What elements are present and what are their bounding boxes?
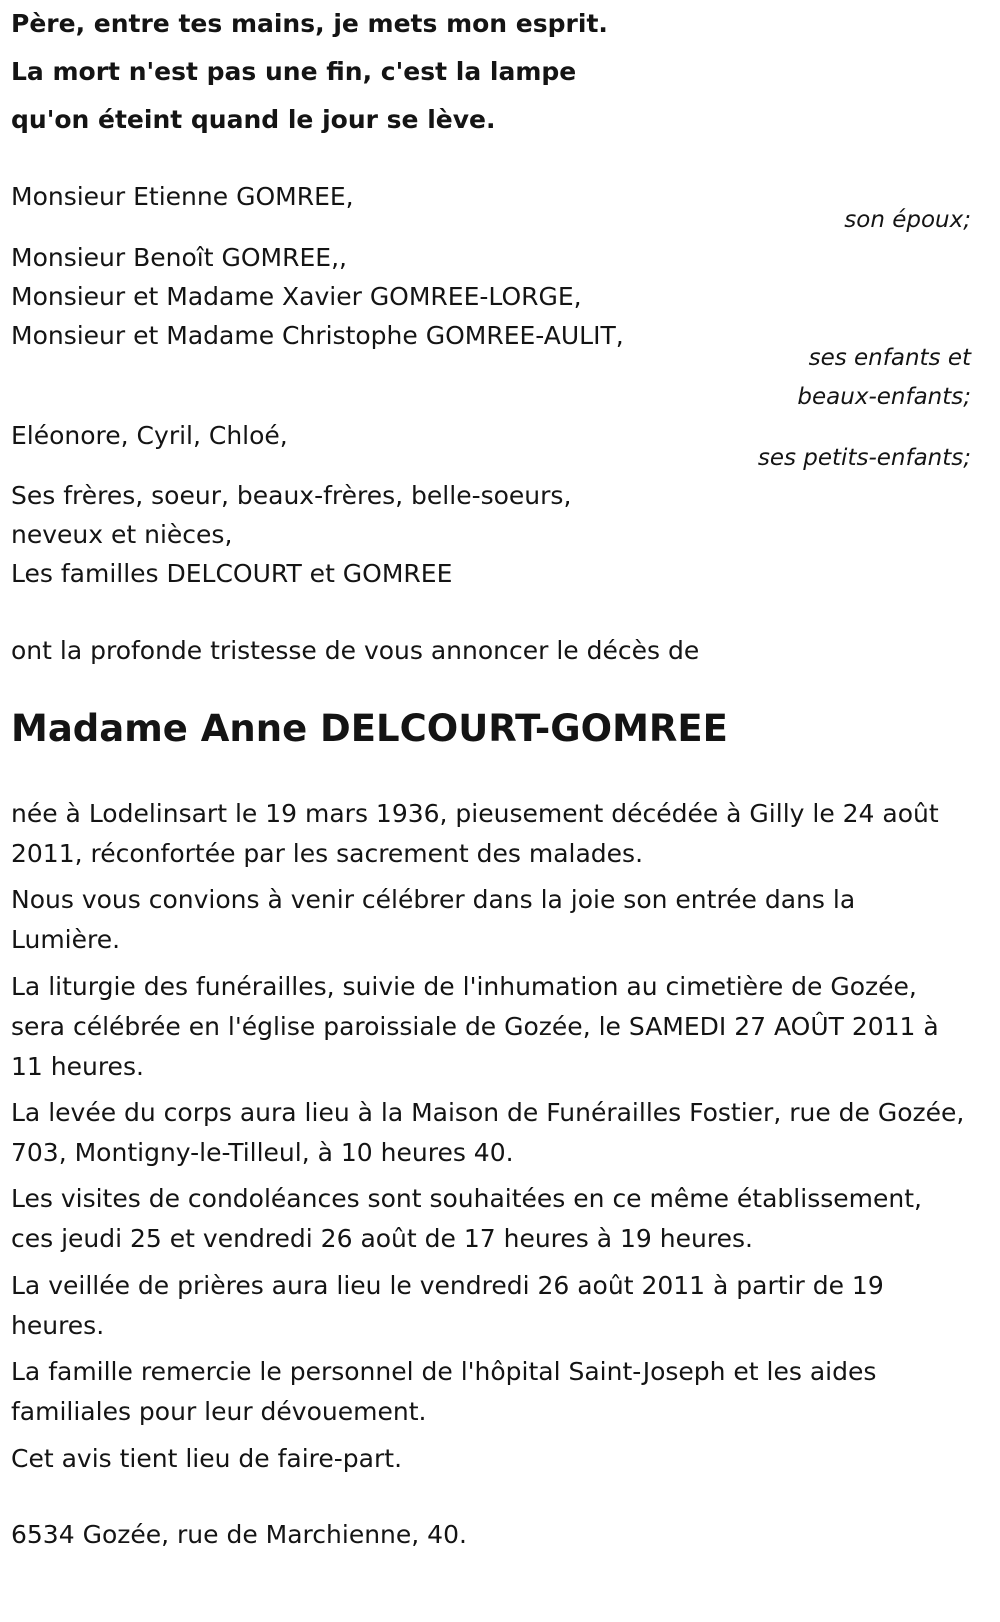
spouse-name: Monsieur Etienne GOMREE, bbox=[11, 182, 354, 211]
grandchildren-role: ses petits-enfants; bbox=[757, 445, 971, 471]
epigraph-line-3: qu'on éteint quand le jour se lève. bbox=[11, 105, 496, 134]
grandchildren-names: Eléonore, Cyril, Chloé, bbox=[11, 421, 288, 450]
children-role-line-2: beaux-enfants; bbox=[797, 384, 971, 410]
spouse-role: son époux; bbox=[844, 207, 971, 233]
thanks-paragraph: La famille remercie le personnel de l'hôpital Saint-Joseph et les aides familiales pour leur dévouement. bbox=[11, 1357, 877, 1426]
relatives-line-3: Les familles DELCOURT et GOMREE bbox=[11, 559, 453, 588]
funeral-liturgy-paragraph: La liturgie des funérailles, suivie de l'inhumation au cimetière de Gozée, sera célébrée en l'église paroissiale de Gozée, le SAMEDI 27 AOÛT 2011 à 11 heures. bbox=[11, 972, 939, 1081]
notice-paragraph: Cet avis tient lieu de faire-part. bbox=[11, 1444, 403, 1473]
vigil-paragraph: La veillée de prières aura lieu le vendredi 26 août 2011 à partir de 19 heures. bbox=[11, 1271, 884, 1340]
child-2: Monsieur et Madame Xavier GOMREE-LORGE, bbox=[11, 282, 582, 311]
epigraph-line-2: La mort n'est pas une fin, c'est la lampe bbox=[11, 57, 577, 86]
relatives-line-2: neveux et nièces, bbox=[11, 520, 233, 549]
birth-death-paragraph: née à Lodelinsart le 19 mars 1936, pieusement décédée à Gilly le 24 août 2011, réconfortée par les sacrement des malades. bbox=[11, 799, 939, 868]
relatives-line-1: Ses frères, soeur, beaux-frères, belle-soeurs, bbox=[11, 481, 572, 510]
home-address: 6534 Gozée, rue de Marchienne, 40. bbox=[11, 1520, 467, 1549]
invitation-paragraph: Nous vous convions à venir célébrer dans la joie son entrée dans la Lumière. bbox=[11, 885, 856, 954]
condolences-paragraph: Les visites de condoléances sont souhaitées en ce même établissement, ces jeudi 25 et vendredi 26 août de 17 heures à 19 heures. bbox=[11, 1184, 922, 1253]
body-transfer-paragraph: La levée du corps aura lieu à la Maison de Funérailles Fostier, rue de Gozée, 703, Montigny-le-Tilleul, à 10 heures 40. bbox=[11, 1098, 965, 1167]
child-3: Monsieur et Madame Christophe GOMREE-AULIT, bbox=[11, 321, 624, 350]
announcement-text: ont la profonde tristesse de vous annoncer le décès de bbox=[11, 636, 700, 665]
deceased-name: Madame Anne DELCOURT-GOMREE bbox=[11, 707, 728, 750]
epigraph-line-1: Père, entre tes mains, je mets mon esprit. bbox=[11, 9, 608, 38]
children-role-line-1: ses enfants et bbox=[808, 345, 971, 371]
child-1: Monsieur Benoît GOMREE,, bbox=[11, 243, 347, 272]
